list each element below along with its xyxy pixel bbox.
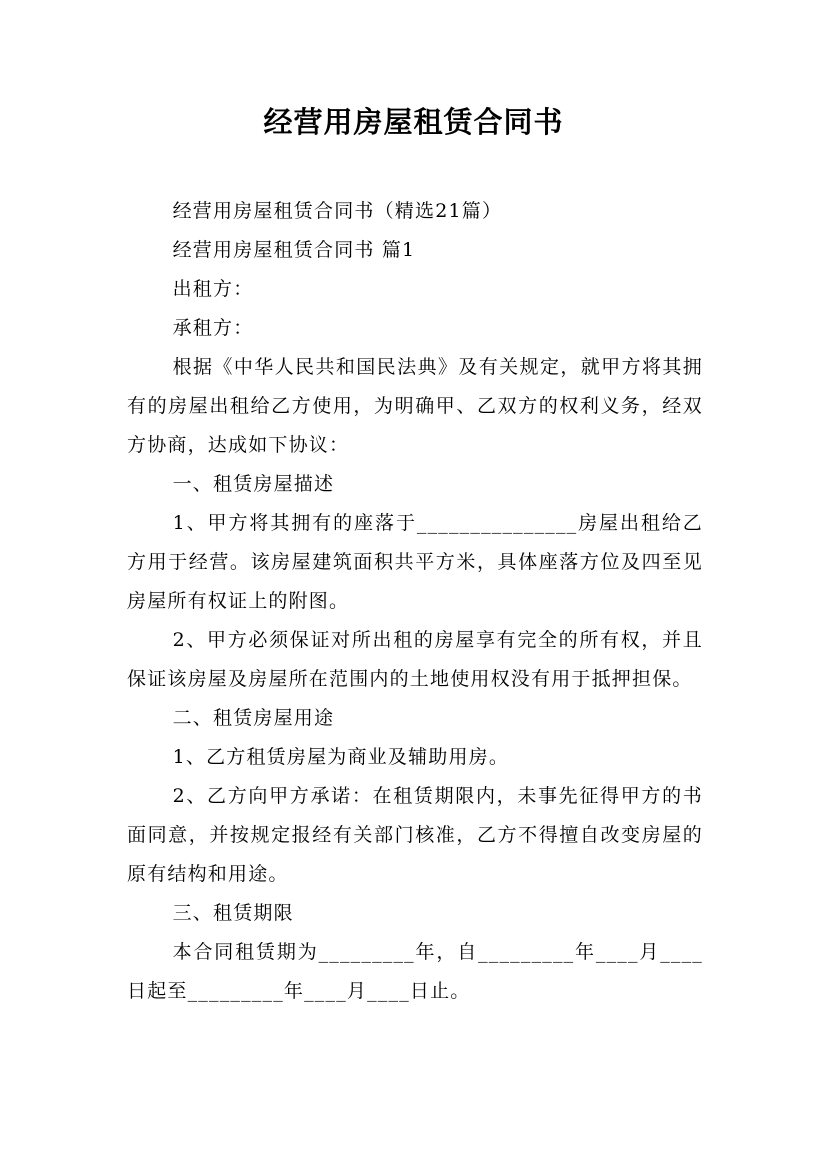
document-title: 经营用房屋租赁合同书 bbox=[263, 105, 564, 139]
document-body bbox=[127, 192, 703, 1011]
paragraph-clause-2-2: 2、乙方向甲方承诺：在租赁期限内，未事先征得甲方的书面同意，并按规定报经有关部门核准，乙方不得擅自改变房屋的原有结构和用途。 bbox=[127, 785, 703, 885]
paragraph-lessor: 出租方： bbox=[172, 278, 254, 300]
paragraph-clause-1-1: 1、甲方将其拥有的座落于_______________房屋出租给乙方用于经营。该房屋建筑面积共平方米，具体座落方位及四至见房屋所有权证上的附图。 bbox=[127, 512, 703, 612]
paragraph-subtitle: 经营用房屋租赁合同书（精选21篇） bbox=[172, 200, 503, 222]
paragraph-heading-3: 三、租赁期限 bbox=[172, 902, 294, 924]
paragraph-preamble: 根据《中华人民共和国民法典》及有关规定，就甲方将其拥有的房屋出租给乙方使用，为明确甲、乙双方的权利义务，经双方协商，达成如下协议： bbox=[127, 356, 703, 456]
paragraph-term: 本合同租赁期为_________年，自_________年____月____日起至_________年____月____日止。 bbox=[127, 941, 703, 1002]
paragraph-clause-1-2: 2、甲方必须保证对所出租的房屋享有完全的所有权，并且保证该房屋及房屋所在范围内的土地使用权没有用于抵押担保。 bbox=[127, 629, 703, 690]
paragraph-heading-2: 二、租赁房屋用途 bbox=[172, 707, 335, 729]
paragraph-heading-1: 一、租赁房屋描述 bbox=[172, 473, 335, 495]
paragraph-lessee: 承租方： bbox=[172, 317, 254, 339]
paragraph-clause-2-1: 1、乙方租赁房屋为商业及辅助用房。 bbox=[172, 746, 510, 768]
paragraph-section-heading: 经营用房屋租赁合同书 篇1 bbox=[172, 239, 416, 261]
